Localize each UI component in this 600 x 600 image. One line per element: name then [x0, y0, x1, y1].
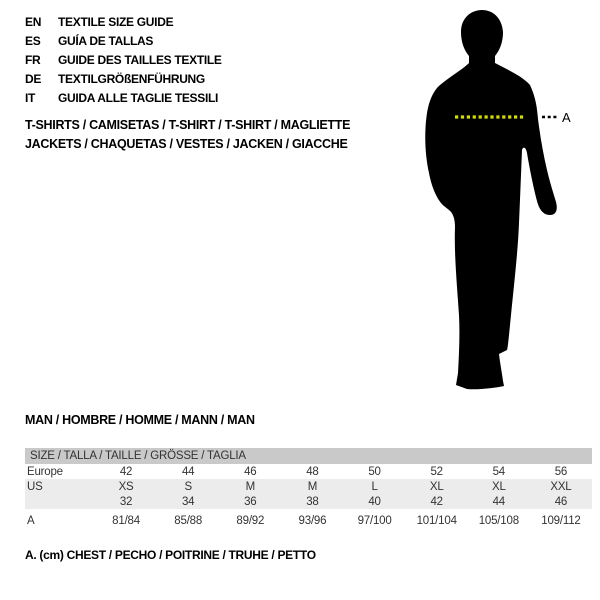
table-row-us	[25, 479, 592, 494]
cell: 109/112	[541, 515, 581, 527]
cell: 44	[468, 494, 530, 509]
row-label: A	[27, 515, 35, 527]
language-line-en	[25, 13, 415, 32]
cell: 40	[344, 494, 406, 509]
cell: 97/100	[357, 515, 392, 527]
cell: 48	[306, 465, 319, 478]
cell: M	[281, 479, 343, 494]
cell: XS	[95, 479, 157, 494]
language-code: ES	[25, 34, 41, 48]
size-table-header-row	[25, 448, 592, 464]
man-silhouette-figure	[415, 5, 600, 395]
cell: 54	[492, 465, 506, 478]
cell: XXL	[530, 479, 592, 494]
cell: 93/96	[298, 515, 327, 527]
cell: 50	[368, 465, 381, 478]
cell: 52	[430, 465, 443, 478]
cell: 105/108	[478, 515, 519, 527]
cell: 36	[219, 494, 281, 509]
language-label: GUIDE DES TAILLES TEXTILE	[58, 53, 222, 67]
language-label: TEXTILE SIZE GUIDE	[58, 15, 174, 29]
cell: M	[219, 479, 281, 494]
cell: 42	[406, 494, 468, 509]
language-code: FR	[25, 53, 41, 67]
row-label: US	[25, 479, 95, 494]
category-block	[25, 116, 415, 154]
cell: S	[157, 479, 219, 494]
cell: 56	[554, 465, 568, 478]
language-line-fr	[25, 51, 415, 70]
cell: 101/104	[416, 515, 457, 527]
cell: 46	[244, 465, 257, 478]
size-table	[25, 448, 592, 530]
size-table-header: SIZE / TALLA / TAILLE / GRÖSSE / TAGLIA	[25, 448, 592, 464]
language-label: GUÍA DE TALLAS	[58, 34, 154, 48]
table-row-europe	[25, 464, 592, 479]
man-silhouette-shape	[425, 10, 556, 389]
cell: 32	[95, 494, 157, 509]
cell: 85/88	[174, 515, 203, 527]
cell: 42	[119, 465, 133, 478]
section-title: MAN / HOMBRE / HOMME / MANN / MAN	[25, 413, 255, 427]
language-line-de	[25, 70, 415, 89]
table-row-chest-a	[25, 509, 592, 530]
table-row-numeric	[25, 494, 592, 509]
cell: 81/84	[112, 515, 140, 527]
language-code: EN	[25, 15, 42, 29]
language-code: IT	[25, 91, 36, 105]
footnote: A. (cm) CHEST / PECHO / POITRINE / TRUHE / PETTO	[25, 548, 316, 562]
cell: 44	[181, 465, 195, 478]
cell: XL	[406, 479, 468, 494]
cell: 89/92	[236, 515, 265, 527]
cell: 38	[281, 494, 343, 509]
header-text-block	[25, 13, 415, 154]
language-line-es	[25, 32, 415, 51]
cell: 46	[530, 494, 592, 509]
category-line-tshirts: T-SHIRTS / CAMISETAS / T-SHIRT / T-SHIRT / MAGLIETTE	[25, 118, 351, 132]
language-label: GUIDA ALLE TAGLIE TESSILI	[58, 91, 219, 105]
cell: XL	[468, 479, 530, 494]
man-silhouette	[415, 5, 600, 395]
row-label	[25, 494, 95, 509]
measure-label-a: A	[562, 110, 571, 125]
language-line-it	[25, 89, 415, 108]
language-label: TEXTILGRÖßENFÜHRUNG	[58, 72, 205, 86]
language-code: DE	[25, 72, 42, 86]
row-label: Europe	[27, 465, 63, 478]
category-line-jackets: JACKETS / CHAQUETAS / VESTES / JACKEN / GIACCHE	[25, 137, 348, 151]
cell: L	[344, 479, 406, 494]
cell: 34	[157, 494, 219, 509]
